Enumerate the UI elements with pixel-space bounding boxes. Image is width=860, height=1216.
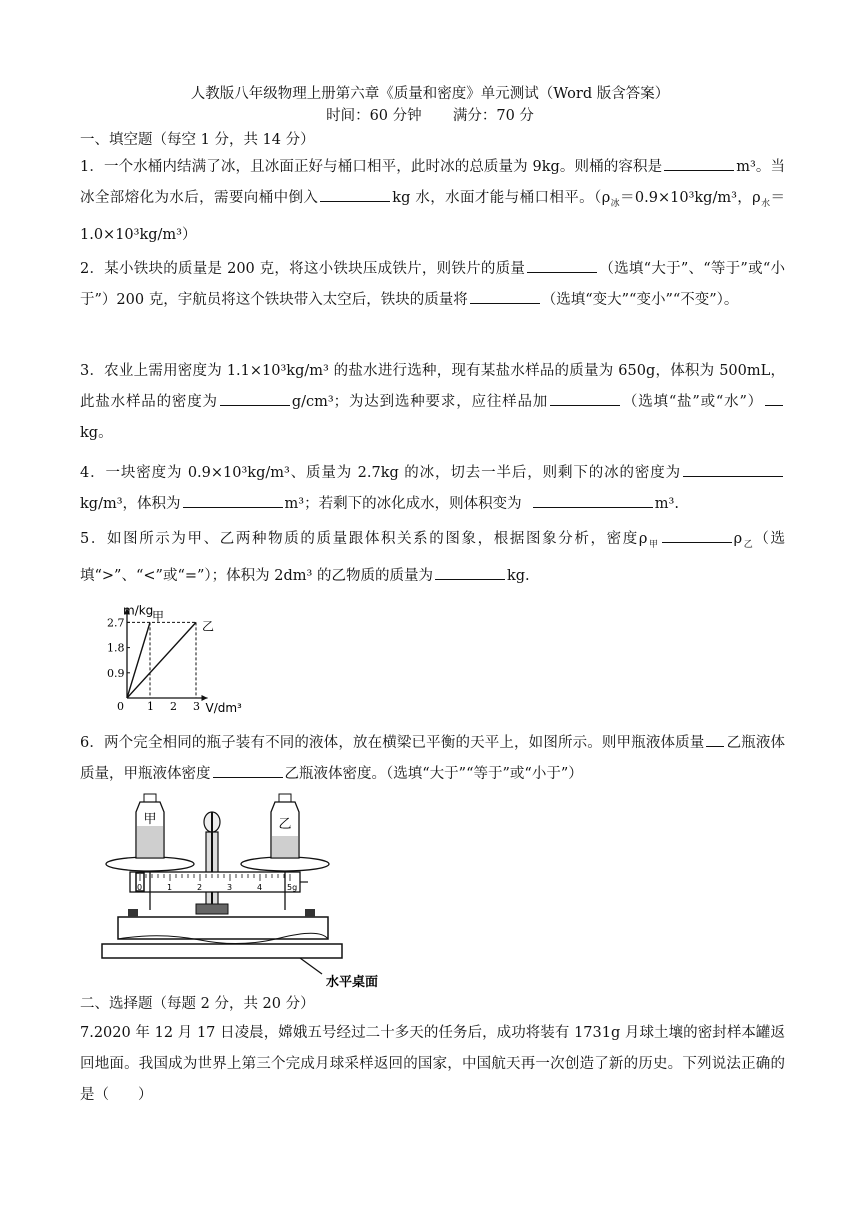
answer-blank[interactable]: [220, 389, 290, 406]
scale-number: 0: [137, 883, 143, 892]
answer-blank[interactable]: [662, 526, 732, 543]
answer-blank[interactable]: [470, 287, 540, 304]
right-pan: [241, 857, 329, 871]
answer-blank[interactable]: [664, 154, 734, 171]
x-tick-label: 3: [193, 700, 200, 713]
x-tick-label: 0: [117, 700, 124, 713]
question-1: 1．一个水桶内结满了冰，且冰面正好与桶口相平，此时冰的总质量为 9kg。则桶的容积是 m³。当冰全部熔化为水后，需要向桶中倒入 kg 水，水面才能与桶口相平。（$\rho_冰=0.9\times 10^3kg/m^3$，$\rho_水=1.0\times 10^3kg/m^3$）: [80, 152, 785, 251]
answer-blank[interactable]: [533, 491, 653, 508]
answer-blank[interactable]: [213, 761, 283, 778]
y-tick-label: 1.8: [107, 641, 125, 655]
document-title: 人教版八年级物理上册第六章《质量和密度》单元测试（Word 版含答案）: [190, 86, 670, 102]
x-axis-label: V/dm³: [205, 701, 242, 715]
score-label: 满分：70 分: [452, 108, 534, 124]
section-heading-choice: 二、选择题（每题 2 分，共 20 分）: [80, 996, 315, 1012]
scale-number: 5g: [287, 883, 298, 892]
answer-blank[interactable]: [550, 389, 620, 406]
balance-scale-beam: [130, 872, 300, 892]
answer-blank[interactable]: [765, 389, 783, 406]
question-2: 2．某小铁块的质量是 200 克，将这小铁块压成铁片，则铁片的质量 （选填“大于”、“等于”或“小于”）200 克，宇航员将这个铁块带入太空后，铁块的质量将 （选填“变大”“变小”“不变”）。: [80, 254, 785, 316]
scale-number: 3: [227, 883, 233, 892]
series-label: 乙: [202, 619, 215, 634]
desk-board: [102, 944, 342, 958]
section-heading-fill: 一、填空题（每空 1 分，共 14 分）: [80, 132, 315, 148]
question-5: 5．如图所示为甲、乙两种物质的质量跟体积关系的图象，根据图象分析，密度$\rho_甲$ $\rho_乙$（选填“>”、“<”或“=”）；体积为 2dm³ 的乙物质的质量为 kg.: [80, 524, 785, 592]
scale-number: 1: [167, 883, 173, 892]
balance-figure: [100, 792, 420, 992]
y-axis-label: m/kg: [123, 603, 154, 618]
mass-volume-graph: [105, 590, 255, 720]
answer-blank[interactable]: [683, 460, 783, 477]
left-pan: [106, 857, 194, 871]
exam-info: [0, 106, 860, 126]
x-tick-label: 2: [170, 700, 177, 713]
series-line-1: [127, 622, 150, 698]
question-7: 7.2020 年 12 月 17 日凌晨，嫦娥五号经过二十多天的任务后，成功将装有 1731g 月球土壤的密封样本罐返回地面。我国成为世界上第三个完成月球采样返回的国家，中国航天再一次创造了新的历史。下列说法正确的是（ ）: [80, 1025, 785, 1103]
answer-blank[interactable]: [706, 730, 724, 747]
question-6: 6．两个完全相同的瓶子装有不同的液体，放在横梁已平衡的天平上，如图所示。则甲瓶液体质量 乙瓶液体质量，甲瓶液体密度 乙瓶液体密度。（选填“大于”“等于”或“小于”）: [80, 728, 785, 790]
time-label: 时间：60 分钟: [326, 108, 422, 124]
answer-blank[interactable]: [183, 491, 283, 508]
scale-number: 2: [197, 883, 203, 892]
desk-label: 水平桌面: [326, 975, 379, 990]
question-3: 3．农业上需用密度为 1.1×10³kg/m³ 的盐水进行选种，现有某盐水样品的质量为 650g，体积为 500mL，此盐水样品的密度为 g/cm³；为达到选种要求，应往样品加 （选填“盐”或“水”）kg。: [80, 363, 785, 441]
answer-blank[interactable]: [320, 185, 390, 202]
svg-text:甲: 甲: [143, 812, 157, 827]
bottle-jia: [136, 794, 164, 858]
series-line-2: [127, 622, 196, 698]
y-tick-label: 0.9: [107, 666, 125, 680]
question-4: 4．一块密度为 0.9×10³kg/m³、质量为 2.7kg 的冰，切去一半后，则剩下的冰的密度为kg/m³，体积为 m³；若剩下的冰化成水，则体积变为 m³.: [80, 458, 785, 520]
bottle-yi: [271, 794, 299, 858]
scale-number: 4: [257, 883, 263, 892]
answer-blank[interactable]: [435, 563, 505, 580]
svg-text:乙: 乙: [278, 817, 292, 832]
x-tick-label: 1: [147, 700, 154, 713]
y-tick-label: 2.7: [107, 616, 125, 630]
answer-blank[interactable]: [527, 256, 597, 273]
series-label: 甲: [152, 609, 165, 624]
